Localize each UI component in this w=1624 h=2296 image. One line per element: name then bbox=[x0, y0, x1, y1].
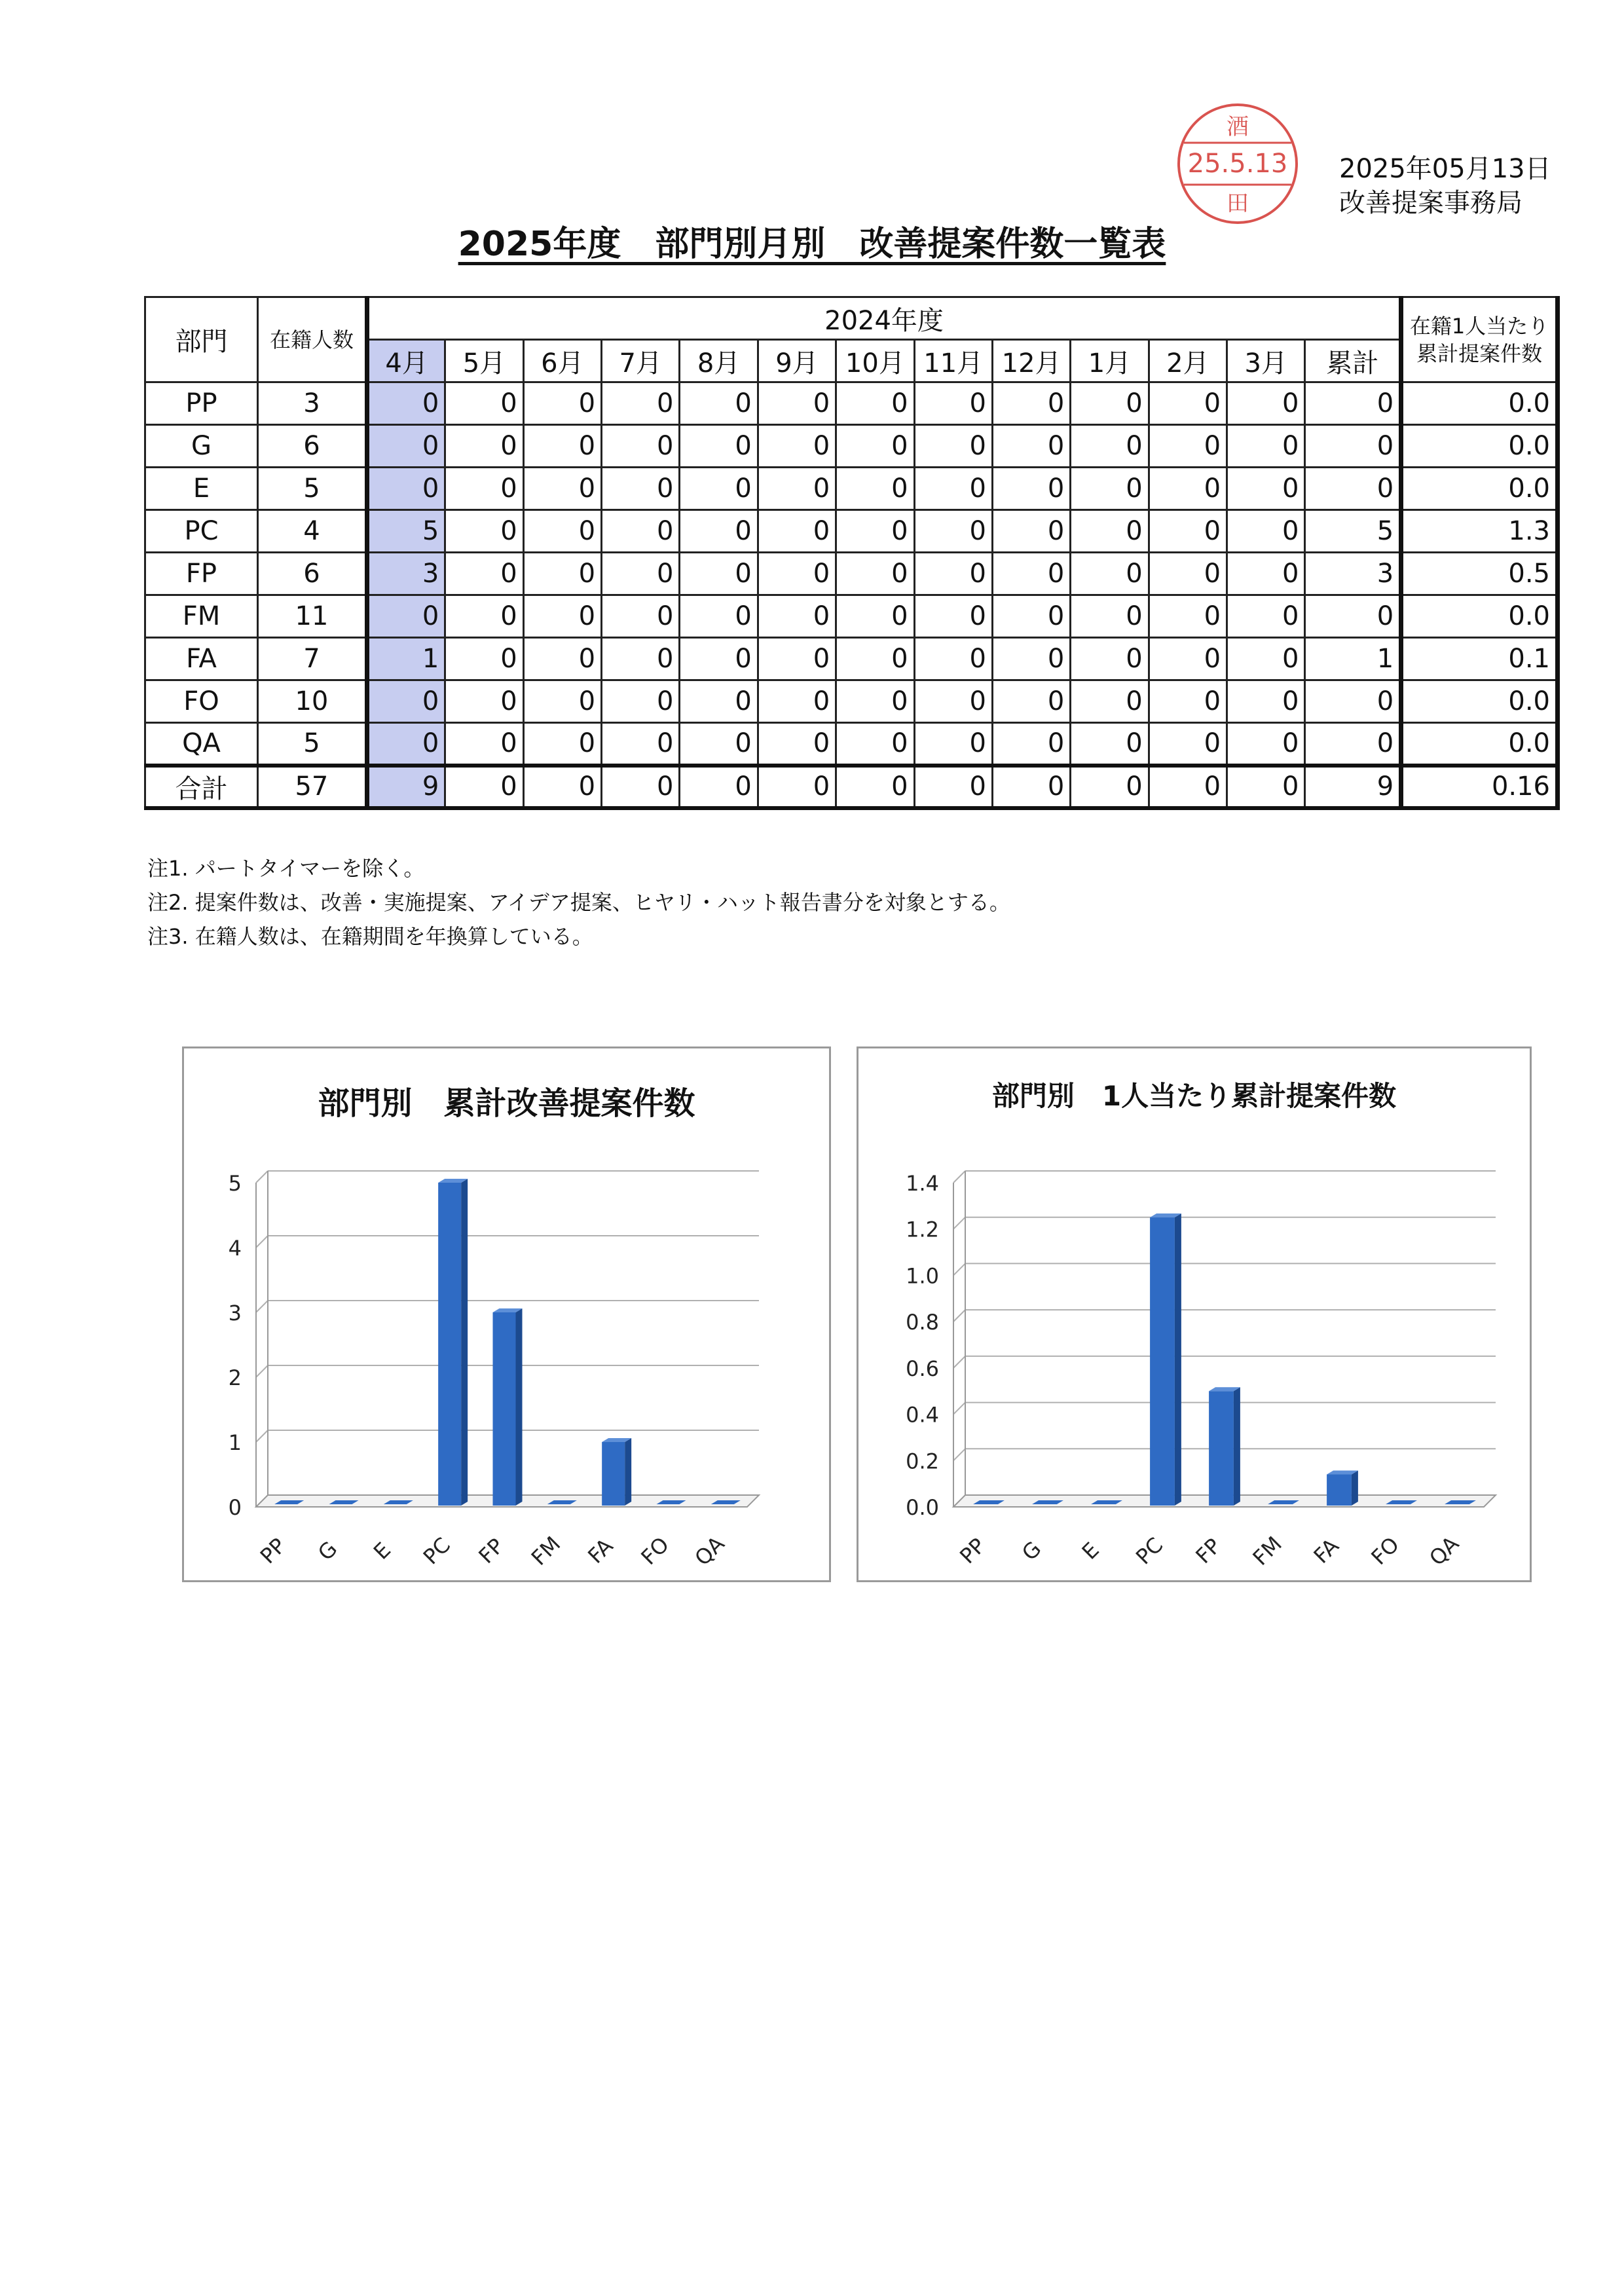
cell-month-count: 0 bbox=[445, 766, 523, 808]
date-stamp bbox=[1172, 98, 1303, 229]
y-tick-label: 1 bbox=[228, 1430, 242, 1455]
cell-month-count: 0 bbox=[680, 468, 758, 510]
gridline-depth bbox=[256, 1365, 268, 1377]
issuing-office: 改善提案事務局 bbox=[1339, 188, 1522, 218]
cell-headcount: 5 bbox=[257, 468, 367, 510]
cell-dept: G bbox=[145, 425, 258, 468]
cell-month-count: 0 bbox=[1149, 553, 1227, 595]
x-tick-label: G bbox=[1017, 1536, 1046, 1566]
cell-month-count: 0 bbox=[602, 382, 680, 425]
cell-month-count: 0 bbox=[1227, 723, 1305, 766]
cell-dept: FM bbox=[145, 595, 258, 638]
x-tick-label: FP bbox=[1190, 1533, 1226, 1568]
cell-month-count: 1 bbox=[367, 638, 445, 680]
y-tick-label: 0 bbox=[228, 1495, 242, 1520]
y-tick-label: 2 bbox=[228, 1365, 242, 1390]
x-tick-label: QA bbox=[1424, 1531, 1464, 1571]
cell-month-count: 0 bbox=[836, 723, 914, 766]
cell-month-count: 0 bbox=[1227, 468, 1305, 510]
cell-month-count: 0 bbox=[758, 680, 836, 723]
chart-per-person-proposals bbox=[857, 1046, 1532, 1582]
cell-month-count: 0 bbox=[1149, 468, 1227, 510]
cell-cumulative: 0 bbox=[1305, 468, 1401, 510]
cell-dept: E bbox=[145, 468, 258, 510]
col-header-headcount: 在籍人数 bbox=[257, 297, 367, 382]
cell-headcount: 57 bbox=[257, 766, 367, 808]
page-title-text: 2025年度 部門別月別 改善提案件数一覧表 bbox=[458, 225, 1166, 264]
col-header-month: 3月 bbox=[1227, 340, 1305, 382]
cell-month-count: 0 bbox=[1149, 680, 1227, 723]
cell-month-count: 0 bbox=[836, 680, 914, 723]
y-tick-label: 1.0 bbox=[906, 1263, 939, 1289]
gridline-depth bbox=[953, 1449, 965, 1460]
cell-per-person: 0.0 bbox=[1401, 680, 1558, 723]
cell-month-count: 0 bbox=[602, 468, 680, 510]
cell-month-count: 0 bbox=[1227, 595, 1305, 638]
col-header-month: 5月 bbox=[445, 340, 523, 382]
cell-cumulative: 0 bbox=[1305, 595, 1401, 638]
x-tick-label: G bbox=[313, 1536, 342, 1566]
y-tick-label: 5 bbox=[228, 1171, 242, 1196]
gridline-depth bbox=[953, 1356, 965, 1368]
cell-month-count: 0 bbox=[680, 510, 758, 553]
y-tick-label: 0.8 bbox=[906, 1310, 939, 1335]
cell-month-count: 0 bbox=[367, 723, 445, 766]
per-person-line1: 在籍1人当たり bbox=[1409, 313, 1549, 339]
bar-side bbox=[1352, 1471, 1358, 1506]
cell-headcount: 7 bbox=[257, 638, 367, 680]
col-header-month: 7月 bbox=[602, 340, 680, 382]
cell-month-count: 0 bbox=[758, 553, 836, 595]
col-header-month: 8月 bbox=[680, 340, 758, 382]
col-header-month: 6月 bbox=[523, 340, 601, 382]
cell-month-count: 0 bbox=[523, 382, 601, 425]
cell-month-count: 0 bbox=[680, 553, 758, 595]
cell-month-count: 0 bbox=[914, 425, 992, 468]
cell-month-count: 0 bbox=[680, 723, 758, 766]
cell-month-count: 0 bbox=[758, 723, 836, 766]
table-row bbox=[145, 468, 1558, 510]
cell-month-count: 0 bbox=[1071, 425, 1149, 468]
cell-month-count: 0 bbox=[836, 553, 914, 595]
cell-month-count: 5 bbox=[367, 510, 445, 553]
cell-month-count: 0 bbox=[680, 595, 758, 638]
cell-month-count: 0 bbox=[1149, 382, 1227, 425]
x-tick-label: PC bbox=[418, 1532, 456, 1570]
cell-month-count: 0 bbox=[602, 425, 680, 468]
cell-cumulative: 9 bbox=[1305, 766, 1401, 808]
y-tick-label: 0.0 bbox=[906, 1495, 939, 1520]
cell-per-person: 0.0 bbox=[1401, 425, 1558, 468]
cell-month-count: 0 bbox=[445, 595, 523, 638]
x-tick-label: FA bbox=[1308, 1533, 1344, 1568]
table-row bbox=[145, 680, 1558, 723]
table-row bbox=[145, 425, 1558, 468]
cell-month-count: 0 bbox=[445, 553, 523, 595]
cell-dept: FA bbox=[145, 638, 258, 680]
gridline-depth bbox=[256, 1430, 268, 1442]
bar bbox=[438, 1183, 461, 1506]
cell-month-count: 0 bbox=[992, 766, 1070, 808]
cell-month-count: 0 bbox=[1227, 382, 1305, 425]
gridline-depth bbox=[953, 1171, 965, 1183]
cell-month-count: 0 bbox=[1149, 723, 1227, 766]
cell-month-count: 0 bbox=[836, 510, 914, 553]
bar bbox=[1327, 1475, 1352, 1506]
cell-per-person: 0.5 bbox=[1401, 553, 1558, 595]
cell-month-count: 0 bbox=[1071, 766, 1149, 808]
cell-month-count: 0 bbox=[992, 723, 1070, 766]
cell-month-count: 0 bbox=[914, 382, 992, 425]
cell-month-count: 0 bbox=[1149, 425, 1227, 468]
chart2-plot bbox=[858, 1048, 1530, 1580]
x-tick-label: FA bbox=[583, 1533, 618, 1568]
cell-month-count: 9 bbox=[367, 766, 445, 808]
x-tick-label: PP bbox=[955, 1533, 991, 1569]
cell-month-count: 0 bbox=[523, 595, 601, 638]
table-row bbox=[145, 595, 1558, 638]
cell-month-count: 0 bbox=[992, 425, 1070, 468]
y-tick-label: 1.2 bbox=[906, 1217, 939, 1242]
cell-month-count: 0 bbox=[602, 680, 680, 723]
x-tick-label: PP bbox=[255, 1533, 291, 1569]
cell-month-count: 0 bbox=[914, 638, 992, 680]
chart-cumulative-proposals bbox=[182, 1046, 831, 1582]
notes bbox=[147, 851, 1010, 954]
cell-month-count: 0 bbox=[1071, 595, 1149, 638]
cell-month-count: 0 bbox=[992, 382, 1070, 425]
gridline-depth bbox=[953, 1310, 965, 1322]
cell-month-count: 0 bbox=[1149, 766, 1227, 808]
cell-month-count: 0 bbox=[367, 680, 445, 723]
gridline-depth bbox=[256, 1301, 268, 1312]
cell-month-count: 0 bbox=[445, 510, 523, 553]
stamp-name-bottom: 田 bbox=[1227, 191, 1249, 217]
cell-month-count: 0 bbox=[758, 766, 836, 808]
cell-month-count: 3 bbox=[367, 553, 445, 595]
cell-month-count: 0 bbox=[1071, 638, 1149, 680]
cell-month-count: 0 bbox=[836, 638, 914, 680]
cell-cumulative: 0 bbox=[1305, 382, 1401, 425]
gridline-depth bbox=[953, 1403, 965, 1415]
y-tick-label: 1.4 bbox=[906, 1171, 939, 1196]
cell-month-count: 0 bbox=[445, 723, 523, 766]
cell-month-count: 0 bbox=[602, 723, 680, 766]
cell-per-person: 0.0 bbox=[1401, 382, 1558, 425]
cell-month-count: 0 bbox=[602, 766, 680, 808]
header-right bbox=[1339, 152, 1551, 220]
note-2: 注2. 提案件数は、改善・実施提案、アイデア提案、ヒヤリ・ハット報告書分を対象とする。 bbox=[147, 890, 1010, 915]
cell-dept: FP bbox=[145, 553, 258, 595]
col-header-month: 2月 bbox=[1149, 340, 1227, 382]
issue-date: 2025年05月13日 bbox=[1339, 154, 1551, 184]
cell-cumulative: 5 bbox=[1305, 510, 1401, 553]
table-row bbox=[145, 510, 1558, 553]
cell-headcount: 6 bbox=[257, 425, 367, 468]
table-row bbox=[145, 553, 1558, 595]
cell-month-count: 0 bbox=[914, 723, 992, 766]
cell-month-count: 0 bbox=[992, 680, 1070, 723]
x-tick-label: E bbox=[368, 1537, 396, 1565]
cell-dept: 合計 bbox=[145, 766, 258, 808]
cell-month-count: 0 bbox=[523, 680, 601, 723]
cell-month-count: 0 bbox=[523, 425, 601, 468]
cell-per-person: 0.16 bbox=[1401, 766, 1558, 808]
cell-month-count: 0 bbox=[523, 553, 601, 595]
table-row bbox=[145, 766, 1558, 808]
col-header-month: 10月 bbox=[836, 340, 914, 382]
cell-headcount: 4 bbox=[257, 510, 367, 553]
cell-month-count: 0 bbox=[1227, 766, 1305, 808]
note-1: 注1. パートタイマーを除く。 bbox=[147, 856, 425, 881]
col-header-per-person bbox=[1401, 297, 1558, 382]
gridline-depth bbox=[953, 1263, 965, 1275]
cell-cumulative: 0 bbox=[1305, 425, 1401, 468]
cell-month-count: 0 bbox=[1071, 510, 1149, 553]
cell-month-count: 0 bbox=[523, 723, 601, 766]
col-header-month: 1月 bbox=[1071, 340, 1149, 382]
cell-month-count: 0 bbox=[758, 510, 836, 553]
cell-month-count: 0 bbox=[836, 382, 914, 425]
cell-month-count: 0 bbox=[367, 425, 445, 468]
cell-month-count: 0 bbox=[523, 510, 601, 553]
cell-month-count: 0 bbox=[602, 510, 680, 553]
gridline-depth bbox=[256, 1236, 268, 1248]
cell-month-count: 0 bbox=[1071, 553, 1149, 595]
cell-month-count: 0 bbox=[1227, 510, 1305, 553]
col-header-month: 11月 bbox=[914, 340, 992, 382]
col-header-fiscal-year: 2024年度 bbox=[367, 297, 1401, 340]
cell-headcount: 10 bbox=[257, 680, 367, 723]
col-header-month: 4月 bbox=[367, 340, 445, 382]
cell-month-count: 0 bbox=[914, 468, 992, 510]
cell-month-count: 0 bbox=[1149, 510, 1227, 553]
cell-month-count: 0 bbox=[992, 553, 1070, 595]
x-tick-label: FP bbox=[473, 1533, 509, 1568]
cell-dept: PC bbox=[145, 510, 258, 553]
bar-side bbox=[1175, 1213, 1181, 1506]
x-tick-label: PC bbox=[1131, 1532, 1168, 1570]
cell-month-count: 0 bbox=[1071, 468, 1149, 510]
y-tick-label: 3 bbox=[228, 1301, 242, 1325]
cell-month-count: 0 bbox=[1071, 382, 1149, 425]
cell-month-count: 0 bbox=[602, 595, 680, 638]
cell-headcount: 11 bbox=[257, 595, 367, 638]
cell-month-count: 0 bbox=[680, 766, 758, 808]
table-row bbox=[145, 723, 1558, 766]
table-row bbox=[145, 382, 1558, 425]
bar bbox=[493, 1312, 516, 1506]
cell-month-count: 0 bbox=[914, 553, 992, 595]
cell-cumulative: 0 bbox=[1305, 680, 1401, 723]
cell-month-count: 0 bbox=[445, 638, 523, 680]
per-person-line2: 累計提案件数 bbox=[1416, 341, 1543, 366]
cell-month-count: 0 bbox=[836, 425, 914, 468]
cell-month-count: 0 bbox=[1071, 680, 1149, 723]
cell-month-count: 0 bbox=[914, 766, 992, 808]
bar-side bbox=[516, 1308, 523, 1506]
cell-dept: QA bbox=[145, 723, 258, 766]
cell-headcount: 6 bbox=[257, 553, 367, 595]
y-tick-label: 0.4 bbox=[906, 1402, 939, 1428]
bar-side bbox=[1234, 1387, 1240, 1506]
x-tick-label: FM bbox=[1247, 1531, 1287, 1570]
table-row bbox=[145, 638, 1558, 680]
cell-per-person: 0.0 bbox=[1401, 468, 1558, 510]
cell-month-count: 0 bbox=[680, 680, 758, 723]
stamp-date: 25.5.13 bbox=[1187, 149, 1288, 179]
cell-cumulative: 1 bbox=[1305, 638, 1401, 680]
cell-month-count: 0 bbox=[602, 638, 680, 680]
cell-month-count: 0 bbox=[914, 510, 992, 553]
cell-dept: PP bbox=[145, 382, 258, 425]
chart1-title: 部門別 累計改善提案件数 bbox=[318, 1085, 695, 1122]
cell-month-count: 0 bbox=[367, 468, 445, 510]
cell-month-count: 0 bbox=[602, 553, 680, 595]
x-tick-label: FM bbox=[526, 1531, 566, 1570]
gridline-depth bbox=[256, 1171, 268, 1183]
cell-month-count: 0 bbox=[1227, 425, 1305, 468]
cell-month-count: 0 bbox=[680, 638, 758, 680]
gridline-depth bbox=[953, 1217, 965, 1229]
cell-per-person: 0.0 bbox=[1401, 595, 1558, 638]
cell-month-count: 0 bbox=[758, 382, 836, 425]
bar-side bbox=[625, 1438, 631, 1506]
cell-month-count: 0 bbox=[758, 425, 836, 468]
cell-month-count: 0 bbox=[445, 382, 523, 425]
cell-month-count: 0 bbox=[992, 638, 1070, 680]
x-tick-label: FO bbox=[636, 1532, 674, 1570]
col-header-cumulative: 累計 bbox=[1305, 340, 1401, 382]
x-tick-label: FO bbox=[1366, 1532, 1405, 1570]
cell-month-count: 0 bbox=[758, 595, 836, 638]
cell-month-count: 0 bbox=[445, 680, 523, 723]
proposal-table bbox=[144, 296, 1560, 810]
bar bbox=[602, 1442, 625, 1506]
cell-month-count: 0 bbox=[1149, 638, 1227, 680]
cell-month-count: 0 bbox=[836, 595, 914, 638]
cell-month-count: 0 bbox=[1227, 680, 1305, 723]
cell-month-count: 0 bbox=[367, 595, 445, 638]
cell-month-count: 0 bbox=[523, 468, 601, 510]
col-header-month: 12月 bbox=[992, 340, 1070, 382]
cell-month-count: 0 bbox=[1149, 595, 1227, 638]
bar-side bbox=[461, 1179, 468, 1506]
x-tick-label: QA bbox=[690, 1531, 729, 1571]
cell-month-count: 0 bbox=[914, 595, 992, 638]
y-tick-label: 0.6 bbox=[906, 1356, 939, 1381]
cell-month-count: 0 bbox=[523, 766, 601, 808]
cell-month-count: 0 bbox=[836, 766, 914, 808]
cell-headcount: 3 bbox=[257, 382, 367, 425]
bar bbox=[1209, 1391, 1234, 1506]
cell-month-count: 0 bbox=[445, 425, 523, 468]
cell-month-count: 0 bbox=[992, 510, 1070, 553]
chart1-plot bbox=[184, 1048, 829, 1580]
cell-month-count: 0 bbox=[1227, 638, 1305, 680]
cell-month-count: 0 bbox=[758, 468, 836, 510]
cell-month-count: 0 bbox=[992, 468, 1070, 510]
cell-month-count: 0 bbox=[523, 638, 601, 680]
cell-month-count: 0 bbox=[1227, 553, 1305, 595]
cell-headcount: 5 bbox=[257, 723, 367, 766]
cell-month-count: 0 bbox=[992, 595, 1070, 638]
y-tick-label: 0.2 bbox=[906, 1449, 939, 1474]
cell-month-count: 0 bbox=[680, 425, 758, 468]
col-header-month: 9月 bbox=[758, 340, 836, 382]
cell-month-count: 0 bbox=[445, 468, 523, 510]
cell-month-count: 0 bbox=[1071, 723, 1149, 766]
cell-cumulative: 0 bbox=[1305, 723, 1401, 766]
y-tick-label: 4 bbox=[228, 1236, 242, 1261]
chart2-title: 部門別 1人当たり累計提案件数 bbox=[991, 1080, 1397, 1112]
cell-month-count: 0 bbox=[914, 680, 992, 723]
stamp-name-top: 酒 bbox=[1227, 114, 1249, 140]
cell-per-person: 0.0 bbox=[1401, 723, 1558, 766]
bar bbox=[1150, 1217, 1175, 1506]
cell-cumulative: 3 bbox=[1305, 553, 1401, 595]
col-header-dept: 部門 bbox=[145, 297, 258, 382]
cell-per-person: 0.1 bbox=[1401, 638, 1558, 680]
cell-month-count: 0 bbox=[680, 382, 758, 425]
page-title bbox=[0, 216, 1624, 265]
x-tick-label: E bbox=[1077, 1537, 1104, 1565]
cell-month-count: 0 bbox=[367, 382, 445, 425]
cell-dept: FO bbox=[145, 680, 258, 723]
header-row bbox=[145, 297, 1558, 340]
cell-month-count: 0 bbox=[758, 638, 836, 680]
cell-month-count: 0 bbox=[836, 468, 914, 510]
cell-per-person: 1.3 bbox=[1401, 510, 1558, 553]
note-3: 注3. 在籍人数は、在籍期間を年換算している。 bbox=[147, 924, 593, 949]
